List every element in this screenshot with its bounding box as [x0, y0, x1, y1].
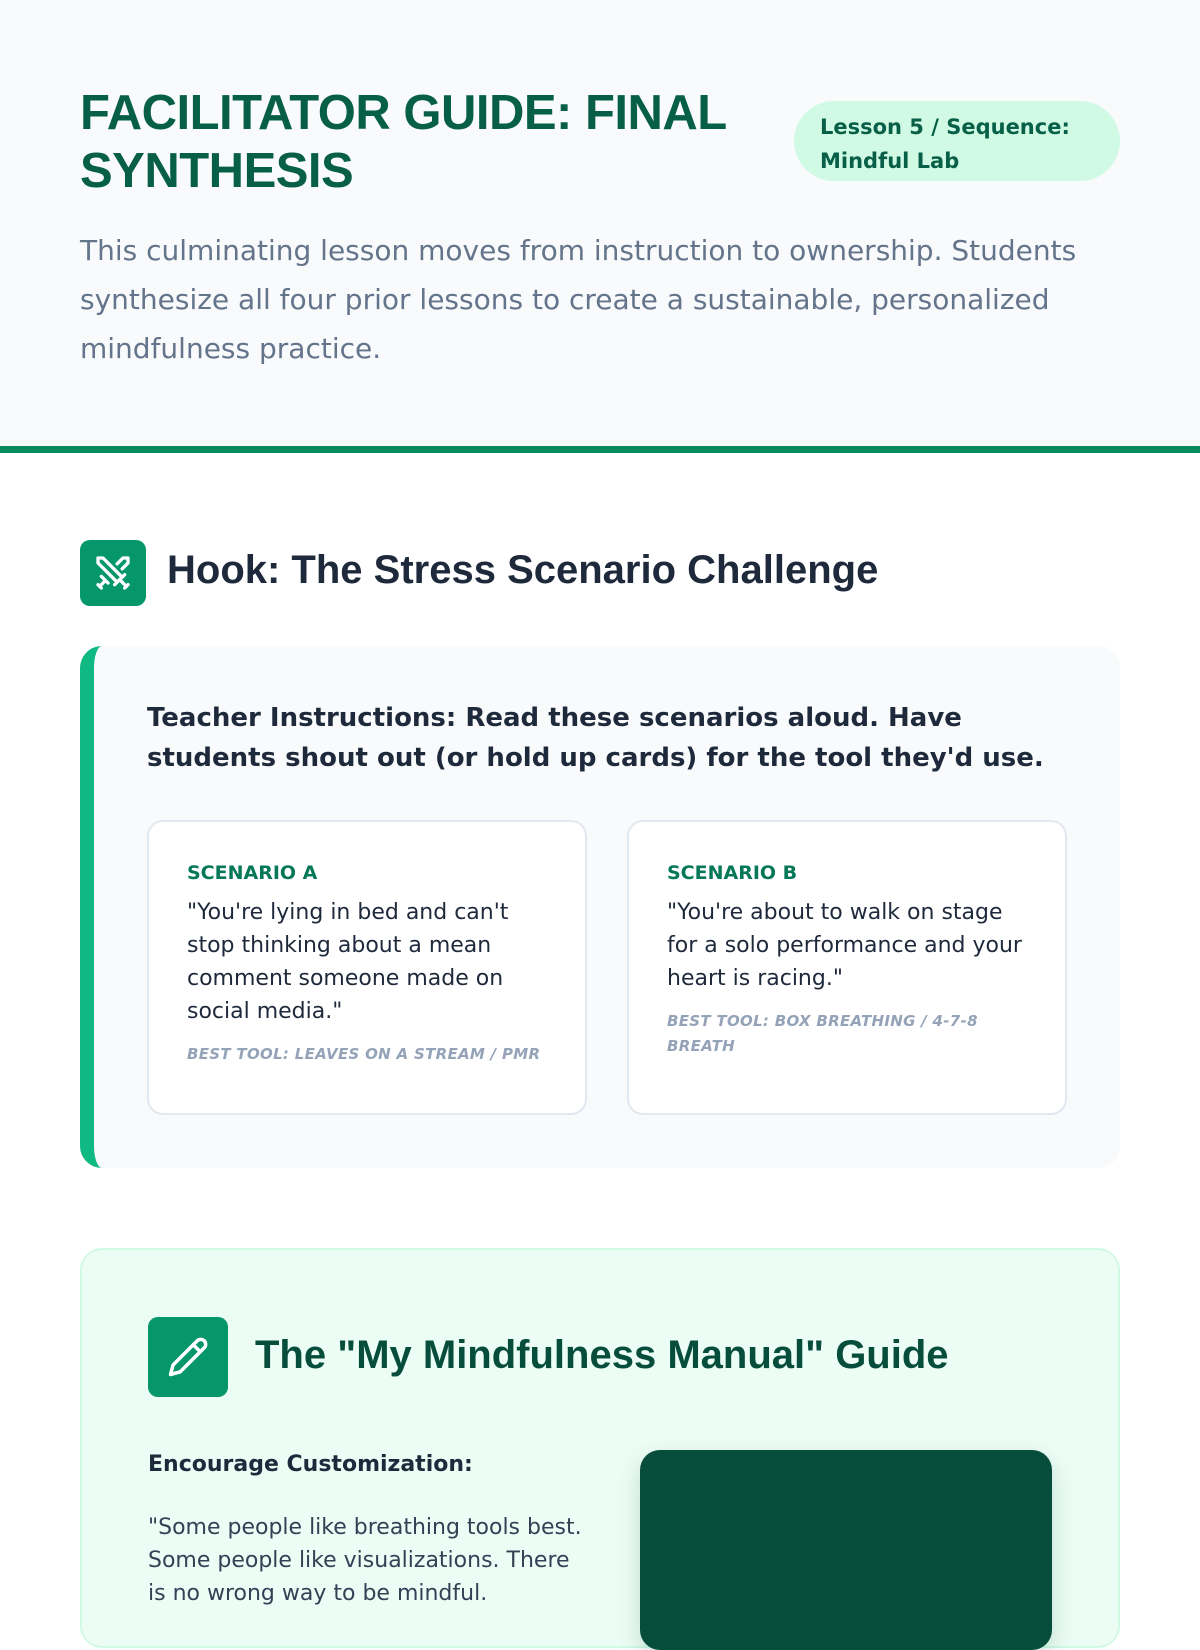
pencil-icon — [148, 1317, 228, 1397]
scenario-label: SCENARIO B — [667, 862, 798, 884]
header — [0, 0, 1200, 453]
scenario-best-tool: BEST TOOL: LEAVES ON A STREAM / PMR — [187, 1045, 541, 1063]
teacher-instructions: Teacher Instructions: Read these scenarios aloud. Have students shout out (or hold up cards) for the tool they'd use. — [147, 703, 1044, 773]
scenario-quote: "You're about to walk on stage for a solo performance and your heart is racing." — [667, 900, 1022, 991]
intro-text: This culminating lesson moves from instruction to ownership. Students synthesize all four prior lessons to create a sustainable, personalized mindfulness practice. — [80, 234, 1077, 365]
page-title: FACILITATOR GUIDE: FINAL SYNTHESIS — [80, 86, 726, 198]
scenario-card-a — [147, 820, 587, 1115]
encourage-label: Encourage Customization: — [148, 1452, 473, 1477]
hook-heading: Hook: The Stress Scenario Challenge — [167, 548, 879, 592]
scenario-label: SCENARIO A — [187, 862, 318, 884]
encourage-quote: "Some people like breathing tools best. Some people like visualizations. There is no wrong way to be mindful. — [148, 1515, 582, 1606]
scenario-card-b — [627, 820, 1067, 1115]
manual-heading: The "My Mindfulness Manual" Guide — [255, 1333, 949, 1377]
swords-icon — [80, 540, 146, 606]
scenario-best-tool: BEST TOOL: BOX BREATHING / 4-7-8 BREATH — [667, 1012, 978, 1055]
lesson-badge: Lesson 5 / Sequence: Mindful Lab — [794, 101, 1120, 181]
scenario-quote: "You're lying in bed and can't stop thinking about a mean comment someone made on social media." — [187, 900, 509, 1024]
manual-panel — [640, 1450, 1052, 1650]
